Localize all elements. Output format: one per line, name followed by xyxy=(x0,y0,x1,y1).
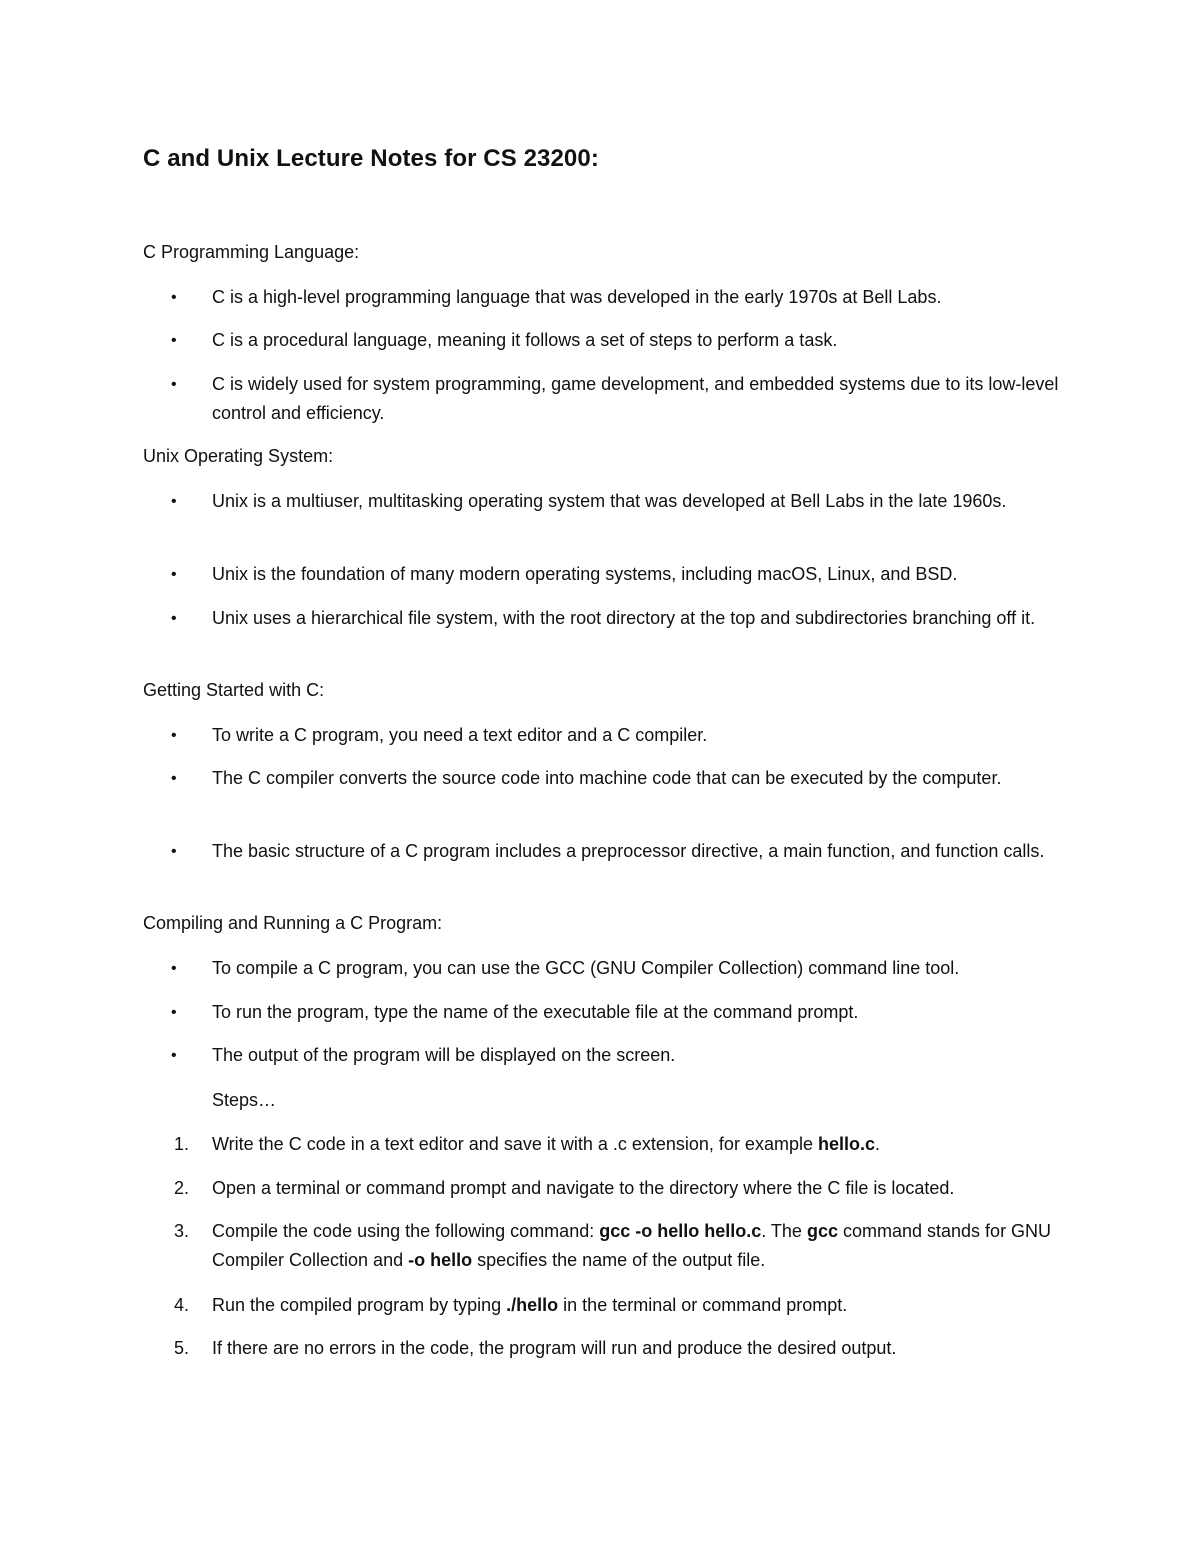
bullet-item xyxy=(143,604,1073,633)
bullet-item xyxy=(143,764,1073,793)
bullet-icon: • xyxy=(171,610,177,627)
bullet-item xyxy=(143,837,1073,866)
bullet-text: To write a C program, you need a text editor and a C compiler. xyxy=(212,725,708,745)
bullet-item xyxy=(143,370,1073,428)
command-bold: gcc -o hello hello.c xyxy=(599,1221,762,1241)
exec-bold: ./hello xyxy=(506,1295,559,1315)
bullet-icon: • xyxy=(171,332,177,349)
bullet-item xyxy=(143,998,1073,1027)
numbered-step xyxy=(143,1291,1073,1320)
step-number: 5. xyxy=(174,1338,190,1358)
document-title: C and Unix Lecture Notes for CS 23200: xyxy=(143,145,599,172)
step-text: Open a terminal or command prompt and navigate to the directory where the C file is located. xyxy=(212,1178,955,1198)
bullet-text: C is a procedural language, meaning it follows a set of steps to perform a task. xyxy=(212,330,838,350)
bullet-icon: • xyxy=(171,566,177,583)
bullet-icon: • xyxy=(171,1004,177,1021)
bullet-text: To run the program, type the name of the executable file at the command prompt. xyxy=(212,1002,859,1022)
bullet-icon: • xyxy=(171,1047,177,1064)
bullet-icon: • xyxy=(171,843,177,860)
step-text: Compile the code using the following command: gcc -o hello hello.c. The gcc command stands for GNU Compiler Collection and -o hello specifies the name of the output file. xyxy=(212,1221,1052,1270)
bullet-item xyxy=(143,326,1073,355)
filename-bold: hello.c xyxy=(817,1134,875,1154)
gcc-bold: gcc xyxy=(806,1221,838,1241)
bullet-icon: • xyxy=(171,727,177,744)
bullet-item xyxy=(143,1041,1073,1070)
step-number: 1. xyxy=(174,1134,190,1154)
bullet-text: Unix is a multiuser, multitasking operating system that was developed at Bell Labs in the late 1960s. xyxy=(212,491,1007,511)
section-heading-c-programming: C Programming Language: xyxy=(143,242,360,262)
flag-bold: -o hello xyxy=(408,1250,473,1270)
step-text: If there are no errors in the code, the program will run and produce the desired output. xyxy=(212,1338,897,1358)
numbered-step xyxy=(143,1130,1073,1159)
bullet-text: The C compiler converts the source code into machine code that can be executed by the computer. xyxy=(212,768,1002,788)
bullet-icon: • xyxy=(171,289,177,306)
bullet-item xyxy=(143,954,1073,983)
bullet-item xyxy=(143,487,1073,516)
bullet-item xyxy=(143,283,1073,312)
step-number: 3. xyxy=(174,1221,190,1241)
section-heading-unix: Unix Operating System: xyxy=(143,446,334,466)
bullet-text: Unix uses a hierarchical file system, with the root directory at the top and subdirectories branching off it. xyxy=(212,608,1036,628)
step-text: Run the compiled program by typing ./hello in the terminal or command prompt. xyxy=(212,1295,848,1315)
step-text: Write the C code in a text editor and save it with a .c extension, for example hello.c. xyxy=(212,1134,881,1154)
bullet-icon: • xyxy=(171,376,177,393)
numbered-step xyxy=(143,1174,1073,1203)
bullet-icon: • xyxy=(171,960,177,977)
numbered-step xyxy=(143,1334,1073,1363)
step-number: 2. xyxy=(174,1178,190,1198)
section-heading-getting-started: Getting Started with C: xyxy=(143,680,325,700)
section-heading-compiling: Compiling and Running a C Program: xyxy=(143,913,443,933)
bullet-icon: • xyxy=(171,493,177,510)
bullet-text: The basic structure of a C program includes a preprocessor directive, a main function, and function calls. xyxy=(212,841,1045,861)
bullet-text: To compile a C program, you can use the GCC (GNU Compiler Collection) command line tool. xyxy=(212,958,960,978)
bullet-item xyxy=(143,721,1073,750)
steps-label: Steps… xyxy=(212,1090,277,1110)
step-number: 4. xyxy=(174,1295,190,1315)
bullet-icon: • xyxy=(171,770,177,787)
bullet-text: C is a high-level programming language that was developed in the early 1970s at Bell Labs. xyxy=(212,287,942,307)
bullet-item xyxy=(143,560,1073,589)
bullet-text: C is widely used for system programming, game development, and embedded systems due to its low-level control and efficiency. xyxy=(212,374,1059,423)
bullet-text: Unix is the foundation of many modern operating systems, including macOS, Linux, and BSD. xyxy=(212,564,958,584)
bullet-text: The output of the program will be displayed on the screen. xyxy=(212,1045,676,1065)
numbered-step xyxy=(143,1217,1073,1275)
